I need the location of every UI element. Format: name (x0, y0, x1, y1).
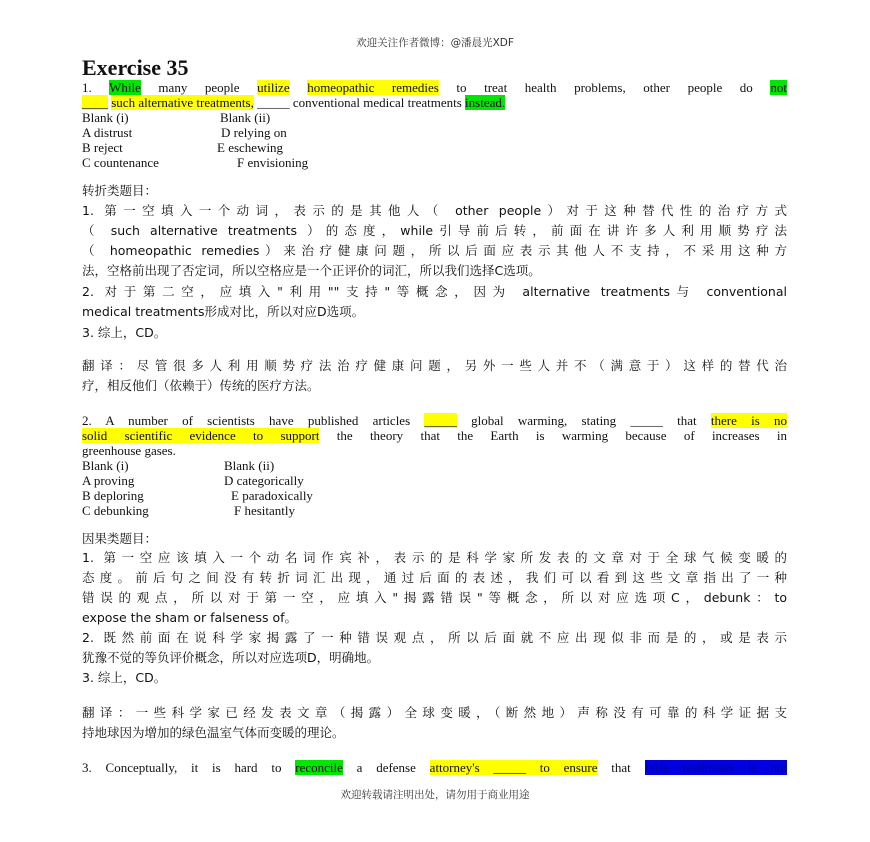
q2-line1 (82, 413, 787, 428)
text: that (597, 760, 645, 775)
q1-line1 (82, 80, 787, 95)
q2-category: 因果类题目： (82, 531, 158, 546)
text: 3. Conceptually, it is hard to (82, 760, 296, 775)
q1-option: F envisioning (237, 155, 309, 170)
q2-line2 (82, 428, 787, 443)
q2-explain: 错误的观点，所以对于第一空，应填入"揭露错误"等概念，所以对应选项C，debunk：to (82, 590, 787, 605)
blank: ____ (82, 95, 108, 110)
highlight: instead. (465, 95, 506, 110)
q1-explain: （ homeopathic remedies）来治疗健康问题，所以后面应表示其他人不支持，不采用这种方 (82, 243, 787, 258)
q2-option: Blank (ii) (224, 458, 275, 473)
highlight: While (109, 80, 141, 95)
q1-translation: 翻译：尽管很多人利用顺势疗法治疗健康问题，另外一些人并不（满意于）这样的替代治 (82, 358, 787, 373)
text (290, 80, 308, 95)
q2-explain: 1. 第一空应该填入一个动名词作宾补，表示的是科学家所发表的文章对于全球气候变暖的 (82, 550, 787, 565)
highlight: utilize (257, 80, 290, 95)
text: global warming, stating _____ that (456, 413, 711, 428)
highlight: homeopathic remedies (307, 80, 439, 95)
text: to treat health problems, other people do (438, 80, 771, 95)
q2-option: D categorically (224, 473, 304, 488)
q2-option: F hesitantly (234, 503, 296, 518)
highlight: there is no (710, 413, 787, 428)
blank: _____ (424, 413, 457, 428)
q1-explain: 3. 综上，CD。 (82, 325, 167, 340)
q3-line1 (82, 760, 787, 775)
q1-explain: 法，空格前出现了否定词，所以空格应是一个正评价的词汇，所以我们选择C选项。 (82, 263, 541, 278)
text: many people (140, 80, 258, 95)
text: 2. A number of scientists have published articles (82, 413, 425, 428)
q1-category: 转折类题目： (82, 183, 158, 198)
q1-option: C countenance (82, 155, 159, 170)
q2-option: B deploring (82, 488, 144, 503)
q1-explain: medical treatments形成对比，所以对应D选项。 (82, 304, 365, 319)
text: conventional medical treatments (289, 95, 466, 110)
q1-explain: 2. 对于第二空，应填入"利用""支持"等概念，因为 alternative treatments与 conventional (82, 284, 787, 299)
q1-option: Blank (ii) (220, 110, 271, 125)
highlight: reconcile (295, 760, 343, 775)
highlight: solid scientific evidence to support (82, 428, 320, 443)
q2-translation: 翻译：一些科学家已经发表文章（揭露）全球变暖，（断然地）声称没有可靠的科学证据支 (82, 705, 787, 720)
q1-option: D relying on (221, 125, 287, 140)
q1-line2 (82, 95, 787, 110)
text: 1. (82, 80, 110, 95)
q2-option: Blank (i) (82, 458, 129, 473)
page-footer: 欢迎转载请注明出处，请勿用于商业用途 (340, 789, 530, 801)
q2-explain: 态度。前后句之间没有转折词汇出现，通过后面的表述，我们可以看到这些文章指出了一种 (82, 570, 787, 585)
page-header: 欢迎关注作者微博：@潘晨光XDF (356, 37, 514, 49)
q1-explain: （ such alternative treatments ）的态度，while引导前后转，前面在讲许多人利用顺势疗法 (82, 223, 787, 238)
q2-line3: greenhouse gases. (82, 443, 176, 458)
text: the theory that the Earth is warming because of increases in (319, 428, 787, 443)
q1-option: A distrust (82, 125, 133, 140)
q2-translation: 持地球因为增加的绿色温室气体而变暖的理论。 (82, 725, 345, 740)
q1-option: B reject (82, 140, 123, 155)
q2-option: E paradoxically (231, 488, 313, 503)
q2-option: C debunking (82, 503, 149, 518)
highlight: false testimony is not (644, 760, 787, 775)
q2-explain: 2. 既然前面在说科学家揭露了一种错误观点，所以后面就不应出现似非而是的，或是表示 (82, 630, 787, 645)
q1-option: Blank (i) (82, 110, 129, 125)
blank: _____ (257, 95, 290, 110)
exercise-title: Exercise 35 (82, 55, 189, 80)
q2-option: A proving (82, 473, 135, 488)
q2-explain: 3. 综上，CD。 (82, 670, 167, 685)
q1-explain: 1. 第一空填入一个动词，表示的是其他人（ other people）对于这种替代性的治疗方式 (82, 203, 787, 218)
highlight: attorney's _____ to ensure (429, 760, 598, 775)
q2-explain: expose the sham or falseness of。 (82, 610, 298, 625)
text: a defense (342, 760, 430, 775)
highlight: not (770, 80, 787, 95)
highlight: such alternative treatments, (111, 95, 254, 110)
q1-option: E eschewing (217, 140, 284, 155)
q2-explain: 犹豫不觉的等负评价概念，所以对应选项D，明确地。 (82, 650, 380, 665)
q1-translation: 疗，相反他们（依赖于）传统的医疗方法。 (82, 378, 320, 393)
